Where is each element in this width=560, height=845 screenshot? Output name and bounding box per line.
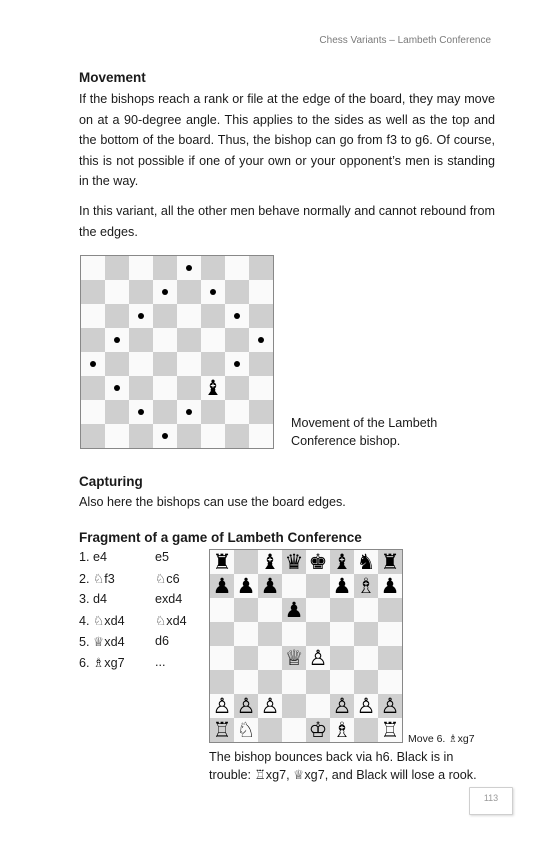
board-square [177,280,201,304]
chess-piece: ♜ [212,550,232,574]
white-move: 5. ♕xd4 [79,635,125,649]
chess-piece: ♙ [212,694,232,718]
board-square [129,424,153,448]
board-square [105,256,129,280]
black-move: ♘xd4 [155,614,187,628]
black-move: exd4 [155,592,183,606]
fragment-text-line2: trouble: ♖xg7, ♕xg7, and Black will lose a rook. [209,768,477,782]
board-square [354,598,378,622]
board-square [234,670,258,694]
board-square [330,622,354,646]
target-square-dot [258,337,264,343]
board-square [378,622,402,646]
board-square [354,670,378,694]
chess-piece: ♘ [236,718,256,742]
chess-piece: ♙ [236,694,256,718]
board-square [306,622,330,646]
black-move: ♘c6 [155,572,180,586]
chess-piece: ♙ [332,694,352,718]
target-square-dot [138,409,144,415]
board-square [153,352,177,376]
black-move: e5 [155,550,170,564]
bishop-movement-diagram [80,255,274,449]
board-square [81,400,105,424]
page-number: 113 [483,793,499,803]
board-square [201,304,225,328]
running-header: Chess Variants – Lambeth Conference [319,35,491,46]
board-square [177,376,201,400]
board-square [105,352,129,376]
board-square [201,256,225,280]
chess-piece: ♟ [212,574,232,598]
board-square [258,718,282,742]
target-square-dot [114,337,120,343]
board-square [177,424,201,448]
board-square [225,328,249,352]
chess-piece: ♞ [356,550,376,574]
movement-paragraph: If the bishops reach a rank or file at the edge of the board, they may move on at a 90-degree angle. This applies to the sides as well as the top and the bottom of the board. Thus, the bishop can go from f3 to g6. Of course, this is not possible if one of your own or your opponent’s men is standing in the way. [79,92,495,188]
board-square [258,646,282,670]
chess-piece: ♟ [236,574,256,598]
board-square [330,598,354,622]
fragment-text-line1: The bishop bounces back via h6. Black is in [209,750,454,764]
board-square [105,400,129,424]
board-square [378,598,402,622]
board-square [129,280,153,304]
board-square [201,424,225,448]
board-square [330,646,354,670]
board-square [81,256,105,280]
board-square [153,376,177,400]
board-square [258,598,282,622]
chess-piece: ♕ [284,646,304,670]
board-square [378,646,402,670]
diagram-caption-line2: Conference bishop. [291,434,401,448]
target-square-dot [162,289,168,295]
board-square [210,670,234,694]
board-square [225,424,249,448]
game-position-board [209,549,403,743]
capturing-text: Also here the bishops can use the board edges. [79,495,346,509]
board-square [354,718,378,742]
board-square [201,328,225,352]
white-move: 4. ♘xd4 [79,614,125,628]
chess-piece: ♝ [260,550,280,574]
board-square [153,328,177,352]
board-square [354,622,378,646]
board-square [225,256,249,280]
chess-piece: ♙ [356,694,376,718]
board-square [354,646,378,670]
target-square-dot [186,265,192,271]
board-square [129,256,153,280]
bishop-piece: ♝ [203,376,223,400]
white-move: 1. e4 [79,550,108,564]
board-square [282,694,306,718]
white-move: 3. d4 [79,592,108,606]
board-square [282,670,306,694]
chess-piece: ♜ [380,550,400,574]
chess-piece: ♙ [308,646,328,670]
target-square-dot [234,313,240,319]
board-square [234,598,258,622]
target-square-dot [162,433,168,439]
board-square [282,622,306,646]
board-square [105,280,129,304]
board-square [282,718,306,742]
board-square [105,304,129,328]
page-number-box [469,787,513,815]
board-square [129,376,153,400]
board-square [249,376,273,400]
board-square [210,622,234,646]
chess-piece: ♙ [380,694,400,718]
black-move: d6 [155,634,170,648]
board-square [249,400,273,424]
chess-piece: ♟ [284,598,304,622]
board-square [201,400,225,424]
chess-piece: ♗ [332,718,352,742]
target-square-dot [138,313,144,319]
board-square [234,622,258,646]
target-square-dot [186,409,192,415]
board-square [306,670,330,694]
board-square [177,328,201,352]
chess-piece: ♟ [260,574,280,598]
chess-piece: ♙ [260,694,280,718]
board-square [210,646,234,670]
board-square [225,376,249,400]
board-square [153,400,177,424]
white-move: 2. ♘f3 [79,572,115,586]
chess-piece: ♝ [332,550,352,574]
board-square [378,670,402,694]
target-square-dot [90,361,96,367]
board-square [306,694,330,718]
board-square [210,598,234,622]
board-square [81,280,105,304]
movement-heading: Movement [79,70,146,85]
board-square [306,574,330,598]
diagram-caption-line1: Movement of the Lambeth [291,416,438,430]
board-square [177,304,201,328]
board-square [282,574,306,598]
chess-piece: ♚ [308,550,328,574]
fragment-heading: Fragment of a game of Lambeth Conference [79,530,362,545]
board-square [177,352,201,376]
board-square [129,352,153,376]
board-caption: Move 6. ♗xg7 [408,733,475,745]
board-square [81,304,105,328]
board-square [81,424,105,448]
chess-piece: ♟ [332,574,352,598]
chess-piece: ♗ [356,574,376,598]
board-square [258,670,282,694]
board-square [249,424,273,448]
board-square [234,550,258,574]
target-square-dot [234,361,240,367]
board-square [258,622,282,646]
board-square [225,400,249,424]
board-square [105,424,129,448]
black-move: ... [155,655,166,669]
board-square [129,328,153,352]
board-square [249,352,273,376]
board-square [249,280,273,304]
board-square [234,646,258,670]
target-square-dot [114,385,120,391]
chess-piece: ♖ [380,718,400,742]
board-square [225,280,249,304]
chess-piece: ♖ [212,718,232,742]
board-square [330,670,354,694]
board-square [249,304,273,328]
board-square [201,352,225,376]
board-square [81,376,105,400]
board-square [81,328,105,352]
board-square [153,256,177,280]
target-square-dot [210,289,216,295]
board-square [153,304,177,328]
chess-piece: ♔ [308,718,328,742]
other-men-paragraph: In this variant, all the other men behave normally and cannot rebound from the edges. [79,204,495,239]
white-move: 6. ♗xg7 [79,656,125,670]
capturing-heading: Capturing [79,474,143,489]
board-square [249,256,273,280]
board-square [306,598,330,622]
chess-piece: ♟ [380,574,400,598]
chess-piece: ♛ [284,550,304,574]
